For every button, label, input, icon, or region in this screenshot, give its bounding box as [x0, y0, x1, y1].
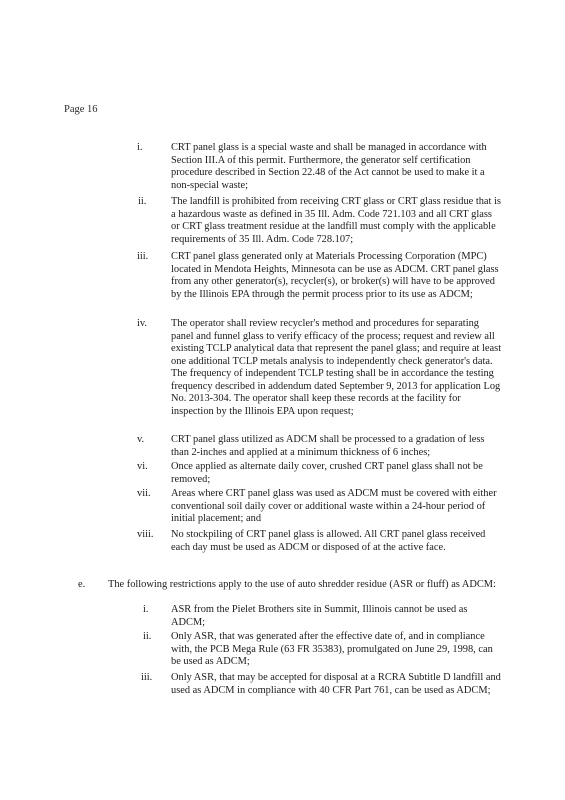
list-item-text: CRT panel glass utilized as ADCM shall be processed to a gradation of less than 2-inches and applied at a minimum thickness of 6 inches; — [171, 434, 485, 458]
list-item-marker: iii. — [137, 251, 149, 262]
list-item-marker: v. — [137, 434, 145, 445]
list-item-marker: vi. — [137, 461, 148, 472]
list-item-text: Only ASR, that was generated after the effective date of, and in compliance with, the PCB Mega Rule (63 FR 35383), promulgated on June 29, 1998, can be used as ADCM; — [171, 631, 493, 668]
list-item-marker: viii. — [137, 529, 154, 540]
list-item-text: Once applied as alternate daily cover, crushed CRT panel glass shall not be removed; — [171, 461, 483, 485]
section-marker: e. — [78, 579, 86, 590]
list-item-text: CRT panel glass is a special waste and shall be managed in accordance with Section III.A of this permit. Furthermore, the generator self certification procedure described in Section 22.48 of the Act cannot be used to make it a non-special waste; — [171, 142, 487, 191]
list-item-text: No stockpiling of CRT panel glass is allowed. All CRT panel glass received each day must be used as ADCM or disposed of at the active face. — [171, 529, 486, 553]
list-item-marker: iii. — [141, 672, 153, 683]
list-item-marker: iv. — [137, 318, 148, 329]
list-item-marker: i. — [143, 604, 149, 615]
list-item-text: The landfill is prohibited from receiving CRT glass or CRT glass residue that is a hazardous waste as defined in 35 Ill. Adm. Code 721.103 and all CRT glass or CRT glass treatment residue at the landfill must comply with the applicable requirements of 35 Ill. Adm. Code 728.107; — [171, 196, 501, 245]
list-item-text: Areas where CRT panel glass was used as ADCM must be covered with either conventional soil daily cover or additional waste within a 24-hour period of initial placement; and — [171, 488, 497, 525]
list-item-marker: vii. — [137, 488, 151, 499]
list-item-text: The operator shall review recycler's method and procedures for separating panel and funnel glass to verify efficacy of the process; request and review all existing TCLP analytical data that represent the panel glass; and require at least one additional TCLP metals analysis to independently check generator's data. The frequency of independent TCLP testing shall be in accordance the testing frequency described in addendum dated September 9, 2013 for application Log No. 2013-304. The operator shall keep these records at the facility for inspection by the Illinois EPA upon request; — [171, 318, 502, 417]
section-e-text: The following restrictions apply to the use of auto shredder residue (ASR or fluff) as ADCM: — [108, 579, 496, 590]
list-item-marker: ii. — [138, 196, 147, 207]
list-item-text: Only ASR, that may be accepted for disposal at a RCRA Subtitle D landfill and used as ADCM in compliance with 40 CFR Part 761, can be used as ADCM; — [171, 672, 501, 696]
list-item-marker: i. — [137, 142, 143, 153]
list-item-text: ASR from the Pielet Brothers site in Summit, Illinois cannot be used as ADCM; — [171, 604, 468, 628]
list-item-text: CRT panel glass generated only at Materials Processing Corporation (MPC) located in Mendota Heights, Minnesota can be use as ADCM. CRT panel glass from any other generator(s), recycler(s), or broker(s) will have to be approved by the Illinois EPA through the permit process prior to its use as ADCM; — [171, 251, 499, 300]
page-number: Page 16 — [64, 104, 98, 115]
list-item-marker: ii. — [143, 631, 152, 642]
